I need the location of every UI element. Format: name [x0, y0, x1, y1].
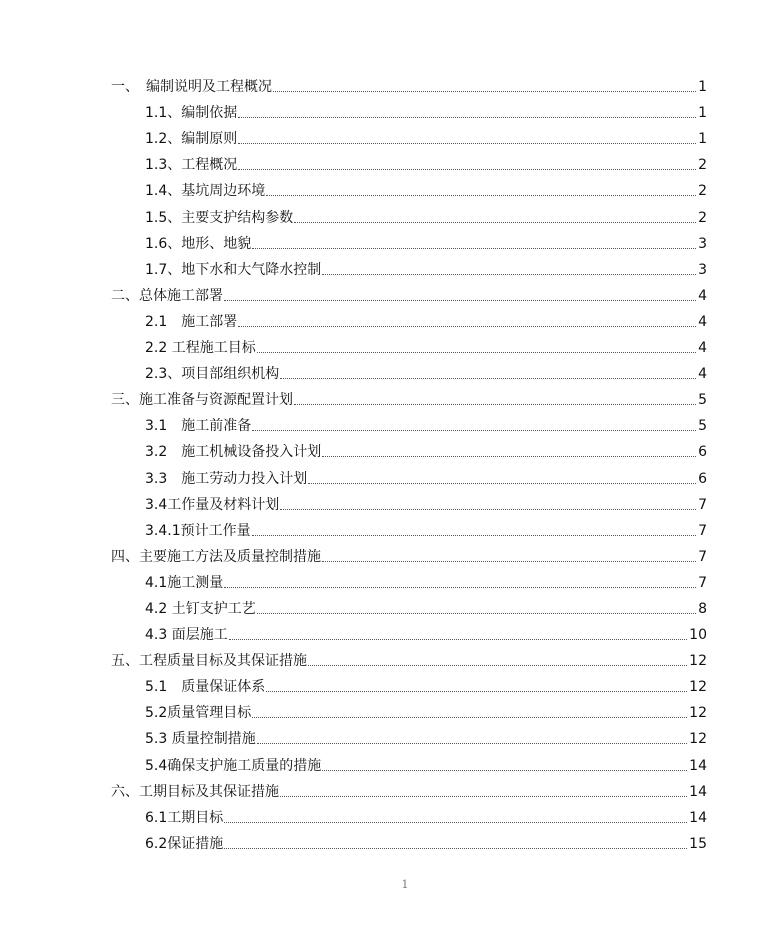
dot-leader: [224, 822, 687, 823]
toc-entry-page: 10: [689, 627, 707, 644]
toc-entry-5-1[interactable]: [111, 670, 707, 696]
toc-entry-3[interactable]: [111, 383, 707, 409]
toc-entry-1[interactable]: [111, 70, 707, 96]
toc-entry-label: 1.6、地形、地貌: [145, 235, 252, 252]
toc-entry-label: 1.4、基坑周边环境: [145, 183, 266, 200]
page-number: 1: [401, 878, 409, 891]
toc-entry-page: 1: [698, 105, 707, 122]
toc-entry-page: 4: [698, 287, 707, 304]
dot-leader: [238, 326, 696, 327]
toc-entry-2-1[interactable]: [111, 305, 707, 331]
dot-leader: [257, 743, 687, 744]
dot-leader: [280, 509, 696, 510]
toc-entry-label: 1.3、工程概况: [145, 157, 238, 174]
toc-entry-page: 15: [689, 835, 707, 852]
dot-leader: [229, 639, 687, 640]
toc-entry-page: 5: [698, 418, 707, 435]
dot-leader: [308, 483, 696, 484]
toc-entry-page: 4: [698, 340, 707, 357]
toc-entry-label: 3.2 施工机械设备投入计划: [145, 444, 322, 461]
toc-entry-5-3[interactable]: [111, 722, 707, 748]
toc-entry-page: 2: [698, 183, 707, 200]
toc-entry-page: 3: [698, 261, 707, 278]
toc-entry-1-4[interactable]: [111, 174, 707, 200]
toc-entry-label: 3.3 施工劳动力投入计划: [145, 470, 308, 487]
toc-entry-label: 2.1 施工部署: [145, 313, 238, 330]
toc-entry-page: 4: [698, 366, 707, 383]
dot-leader: [238, 169, 696, 170]
toc-entry-6[interactable]: [111, 775, 707, 801]
toc-entry-label: 一、 编制说明及工程概况: [111, 79, 272, 96]
toc-entry-3-4-1[interactable]: [111, 514, 707, 540]
table-of-contents: [111, 70, 707, 853]
toc-entry-label: 2.3、项目部组织机构: [145, 366, 280, 383]
dot-leader: [224, 848, 687, 849]
toc-entry-label: 6.2保证措施: [145, 835, 224, 852]
dot-leader: [280, 796, 687, 797]
toc-entry-2[interactable]: [111, 279, 707, 305]
toc-entry-page: 12: [689, 653, 707, 670]
dot-leader: [266, 195, 696, 196]
toc-entry-label: 5.2质量管理目标: [145, 705, 252, 722]
dot-leader: [257, 613, 696, 614]
toc-entry-4[interactable]: [111, 540, 707, 566]
toc-entry-3-1[interactable]: [111, 409, 707, 435]
dot-leader: [280, 378, 696, 379]
toc-entry-page: 14: [689, 809, 707, 826]
toc-entry-page: 8: [698, 600, 707, 617]
toc-entry-5-4[interactable]: [111, 748, 707, 774]
toc-entry-page: 12: [689, 731, 707, 748]
dot-leader: [224, 300, 696, 301]
toc-entry-label: 三、施工准备与资源配置计划: [111, 392, 293, 409]
toc-entry-label: 4.2 土钉支护工艺: [145, 600, 256, 617]
toc-entry-label: 6.1工期目标: [145, 809, 224, 826]
dot-leader: [294, 404, 696, 405]
toc-entry-1-2[interactable]: [111, 122, 707, 148]
toc-entry-4-2[interactable]: [111, 592, 707, 618]
toc-entry-3-2[interactable]: [111, 435, 707, 461]
toc-entry-5-2[interactable]: [111, 696, 707, 722]
toc-entry-label: 5.4确保支护施工质量的措施: [145, 757, 322, 774]
toc-entry-label: 5.1 质量保证体系: [145, 679, 266, 696]
toc-entry-page: 14: [689, 757, 707, 774]
dot-leader: [224, 587, 696, 588]
toc-entry-label: 4.1施工测量: [145, 574, 224, 591]
dot-leader: [266, 691, 687, 692]
toc-entry-label: 3.4工作量及材料计划: [145, 496, 280, 513]
dot-leader: [238, 117, 696, 118]
toc-entry-label: 二、总体施工部署: [111, 287, 223, 304]
toc-entry-6-2[interactable]: [111, 827, 707, 853]
toc-entry-label: 五、工程质量目标及其保证措施: [111, 653, 307, 670]
dot-leader: [308, 665, 687, 666]
toc-entry-page: 12: [689, 679, 707, 696]
toc-entry-label: 3.4.1预计工作量: [145, 522, 251, 539]
dot-leader: [273, 91, 696, 92]
toc-entry-1-6[interactable]: [111, 227, 707, 253]
dot-leader: [257, 352, 696, 353]
toc-entry-label: 2.2 工程施工目标: [145, 340, 256, 357]
toc-entry-label: 四、主要施工方法及质量控制措施: [111, 548, 321, 565]
toc-entry-page: 7: [698, 548, 707, 565]
dot-leader: [252, 430, 696, 431]
toc-entry-3-3[interactable]: [111, 461, 707, 487]
dot-leader: [322, 274, 696, 275]
dot-leader: [238, 143, 696, 144]
toc-entry-1-1[interactable]: [111, 96, 707, 122]
toc-entry-label: 1.2、编制原则: [145, 131, 238, 148]
toc-entry-5[interactable]: [111, 644, 707, 670]
toc-entry-4-1[interactable]: [111, 566, 707, 592]
toc-entry-label: 1.5、主要支护结构参数: [145, 209, 294, 226]
toc-entry-page: 7: [698, 574, 707, 591]
toc-entry-page: 6: [698, 470, 707, 487]
toc-entry-page: 6: [698, 444, 707, 461]
toc-entry-label: 5.3 质量控制措施: [145, 731, 256, 748]
toc-entry-label: 4.3 面层施工: [145, 627, 228, 644]
toc-entry-page: 14: [689, 783, 707, 800]
toc-entry-label: 1.1、编制依据: [145, 105, 238, 122]
toc-entry-6-1[interactable]: [111, 801, 707, 827]
dot-leader: [252, 717, 687, 718]
dot-leader: [322, 770, 687, 771]
toc-entry-page: 1: [698, 131, 707, 148]
toc-entry-page: 1: [698, 79, 707, 96]
dot-leader: [294, 222, 696, 223]
toc-entry-2-2[interactable]: [111, 331, 707, 357]
toc-entry-page: 5: [698, 392, 707, 409]
toc-entry-label: 六、工期目标及其保证措施: [111, 783, 279, 800]
toc-entry-3-4[interactable]: [111, 488, 707, 514]
toc-entry-page: 3: [698, 235, 707, 252]
dot-leader: [322, 456, 696, 457]
toc-entry-2-3[interactable]: [111, 357, 707, 383]
toc-entry-4-3[interactable]: [111, 618, 707, 644]
toc-entry-1-5[interactable]: [111, 200, 707, 226]
dot-leader: [322, 561, 696, 562]
toc-entry-1-3[interactable]: [111, 148, 707, 174]
toc-entry-page: 2: [698, 157, 707, 174]
toc-entry-page: 2: [698, 209, 707, 226]
toc-entry-page: 7: [698, 522, 707, 539]
toc-entry-label: 1.7、地下水和大气降水控制: [145, 261, 322, 278]
toc-entry-page: 12: [689, 705, 707, 722]
dot-leader: [252, 248, 696, 249]
toc-entry-1-7[interactable]: [111, 253, 707, 279]
toc-entry-page: 4: [698, 313, 707, 330]
toc-entry-label: 3.1 施工前准备: [145, 418, 252, 435]
dot-leader: [252, 535, 696, 536]
toc-entry-page: 7: [698, 496, 707, 513]
